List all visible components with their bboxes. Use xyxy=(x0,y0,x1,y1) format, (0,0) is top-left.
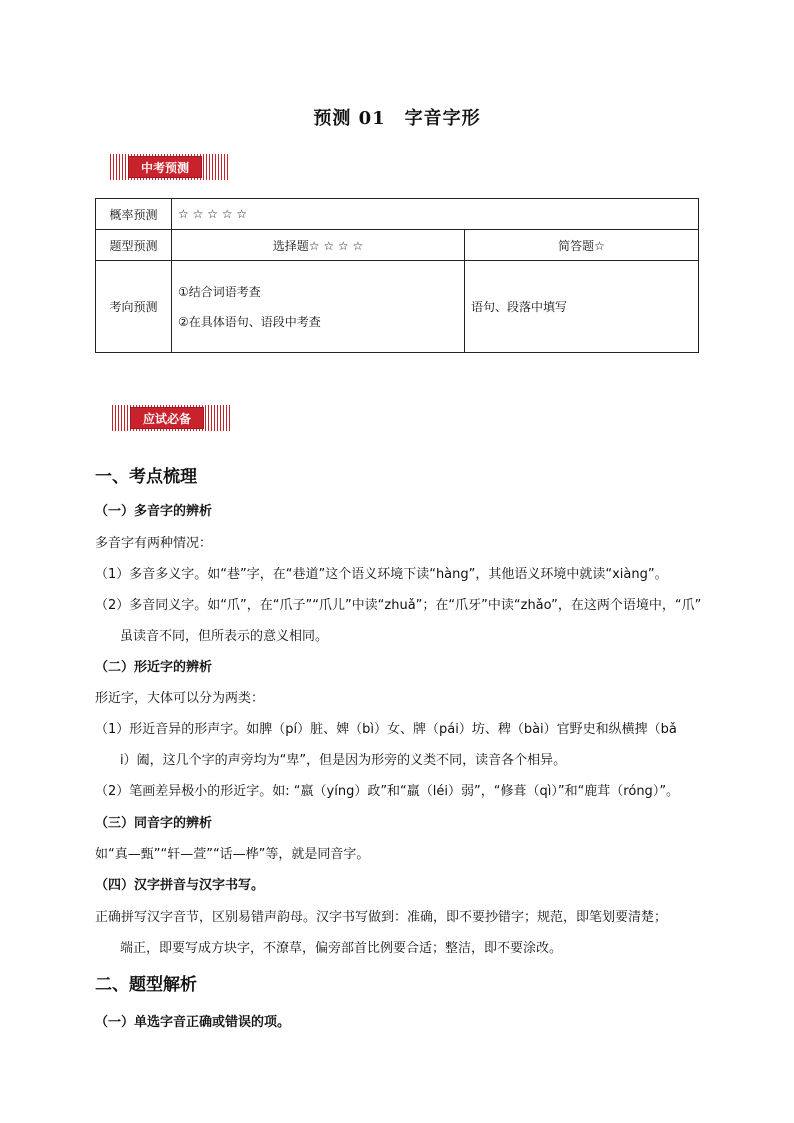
sub3-text: 如“真—甄”“轩—萱”“话—桦”等，就是同音字。 xyxy=(95,847,370,862)
sub2-intro: 形近字，大体可以分为两类： xyxy=(95,691,265,706)
sub4-text-a: 正确拼写汉字音节，区别易错声韵母。汉字书写做到：准确，即不要抄错字；规范，即笔划要清楚； xyxy=(95,910,668,925)
type-short-answer: 简答题☆ xyxy=(465,230,699,261)
sub4-heading: （四）汉字拼音与汉字书写。 xyxy=(95,878,265,893)
prepare-banner xyxy=(112,405,230,431)
sub1-item1: （1）多音多义字。如“巷”字，在“巷道”这个语义环境下读“hàng”，其他语义环境中就读“xiàng”。 xyxy=(95,567,668,582)
forecast-banner xyxy=(110,154,228,180)
section2-sub1-heading: （一）单选字音正确或错误的项。 xyxy=(95,1015,291,1030)
sub1-heading: （一）多音字的辨析 xyxy=(95,504,213,519)
prepare-banner-label: 应试必备 xyxy=(130,407,204,429)
sub2-item1b: i）阖，这几个字的声旁均为“卑”，但是因为形旁的义类不同，读音各个相异。 xyxy=(120,753,567,768)
row-head-probability: 概率预测 xyxy=(96,199,172,230)
sub2-item1a: （1）形近音异的形声字。如脾（pí）脏、婢（bì）女、牌（pái）坊、稗（bài）官野史和纵横捭（bǎ xyxy=(95,722,677,737)
forecast-table xyxy=(95,198,699,353)
direction-line-2: ②在具体语句、语段中考查 xyxy=(178,314,321,329)
sub2-item2: （2）笔画差异极小的形近字。如: “嬴（yíng）政”和“羸（léi）弱”，“修葺（qì）”和“鹿茸（róng）”。 xyxy=(95,784,680,799)
row-head-type: 题型预测 xyxy=(96,230,172,261)
table-row xyxy=(96,261,699,353)
table-row xyxy=(96,199,699,230)
direction-fill: 语句、段落中填写 xyxy=(465,261,699,353)
sub4-text-b: 端正，即要写成方块字，不潦草，偏旁部首比例要合适；整洁，即不要涂改。 xyxy=(120,941,563,956)
forecast-banner-label: 中考预测 xyxy=(128,156,202,178)
section1-heading: 一、考点梳理 xyxy=(95,467,197,487)
sub3-heading: （三）同音字的辨析 xyxy=(95,816,213,831)
sub1-intro: 多音字有两种情况： xyxy=(95,536,213,551)
row-head-direction: 考向预测 xyxy=(96,261,172,353)
table-row xyxy=(96,230,699,261)
sub1-item2b: 虽读音不同，但所表示的意义相同。 xyxy=(120,629,329,644)
direction-line-1: ①结合词语考查 xyxy=(178,284,261,299)
sub2-heading: （二）形近字的辨析 xyxy=(95,660,213,675)
page-title: 预测 01 字音字形 xyxy=(313,108,481,129)
direction-choice-cell xyxy=(172,261,465,353)
sub1-item2a: （2）多音同义字。如“爪”，在“爪子”“爪儿”中读“zhuǎ”；在“爪牙”中读“zhǎo”，在这两个语境中，“爪” xyxy=(95,598,702,613)
type-choice: 选择题☆ ☆ ☆ ☆ xyxy=(172,230,465,261)
section2-heading: 二、题型解析 xyxy=(95,975,197,995)
probability-stars: ☆ ☆ ☆ ☆ ☆ xyxy=(172,199,699,230)
